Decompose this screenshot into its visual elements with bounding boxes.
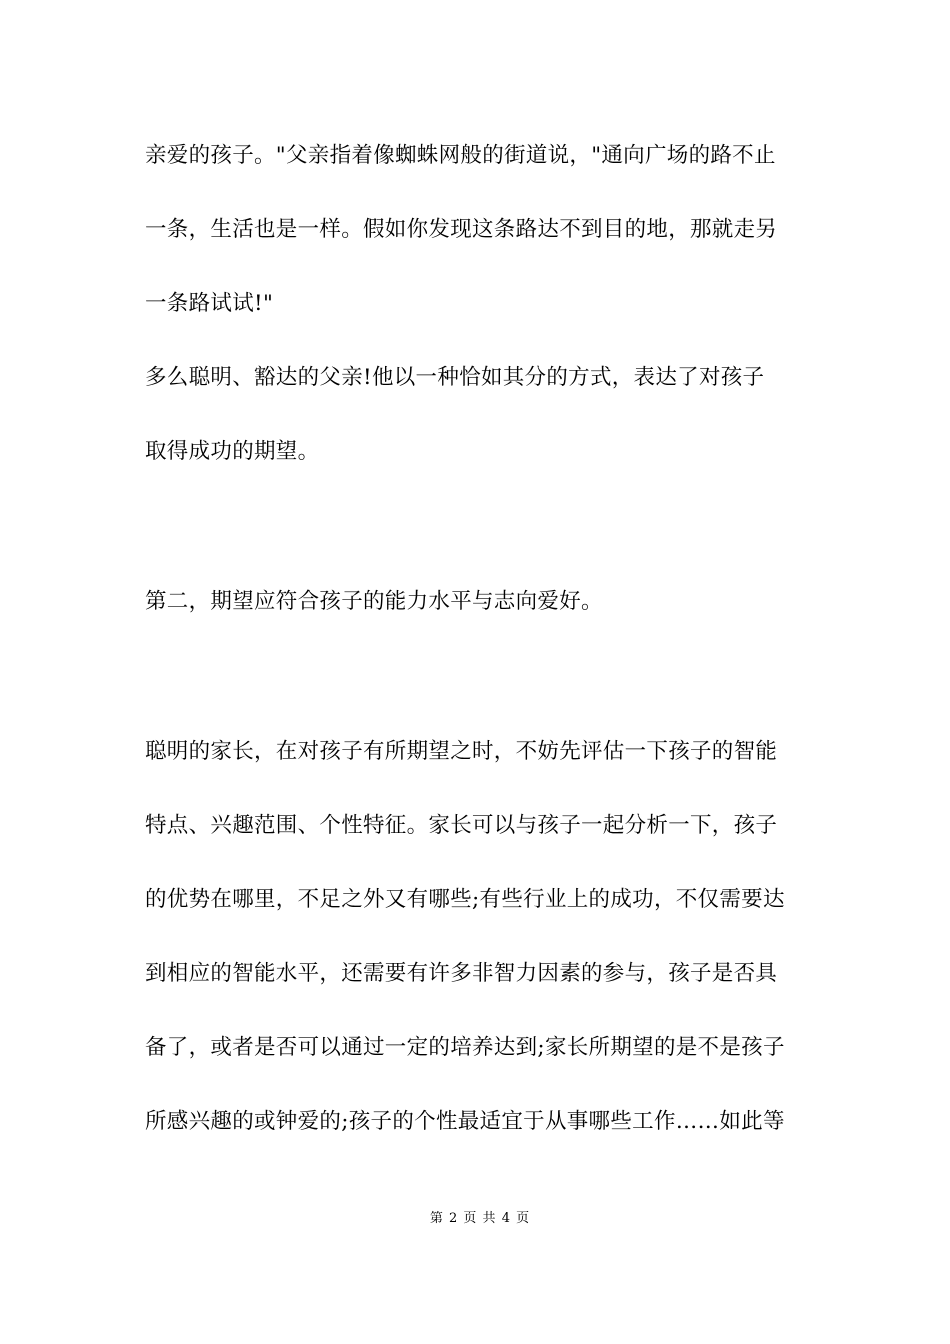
body-text-line: 的优势在哪里，不足之外又有哪些;有些行业上的成功，不仅需要达: [145, 887, 785, 912]
section-heading: 第二，期望应符合孩子的能力水平与志向爱好。: [145, 589, 603, 614]
body-text-line: 多么聪明、豁达的父亲!他以一种恰如其分的方式，表达了对孩子: [145, 365, 765, 390]
body-text-line: 一条路试试!": [145, 291, 274, 316]
body-text-line: 聪明的家长，在对孩子有所期望之时，不妨先评估一下孩子的智能: [145, 739, 778, 764]
body-text-line: 所感兴趣的或钟爱的;孩子的个性最适宜于从事哪些工作……如此等: [145, 1109, 785, 1134]
body-text-line: 到相应的智能水平，还需要有许多非智力因素的参与，孩子是否具: [145, 961, 778, 986]
body-text-line: 亲爱的孩子。"父亲指着像蜘蛛网般的街道说，"通向广场的路不止: [145, 143, 776, 168]
body-text-line: 备了，或者是否可以通过一定的培养达到;家长所期望的是不是孩子: [145, 1035, 785, 1060]
body-text-line: 取得成功的期望。: [145, 439, 320, 464]
body-text-line: 一条，生活也是一样。假如你发现这条路达不到目的地，那就走另: [145, 217, 778, 242]
body-text-line: 特点、兴趣范围、个性特征。家长可以与孩子一起分析一下，孩子: [145, 813, 778, 838]
page-number-footer: 第 2 页 共 4 页: [429, 1211, 531, 1226]
